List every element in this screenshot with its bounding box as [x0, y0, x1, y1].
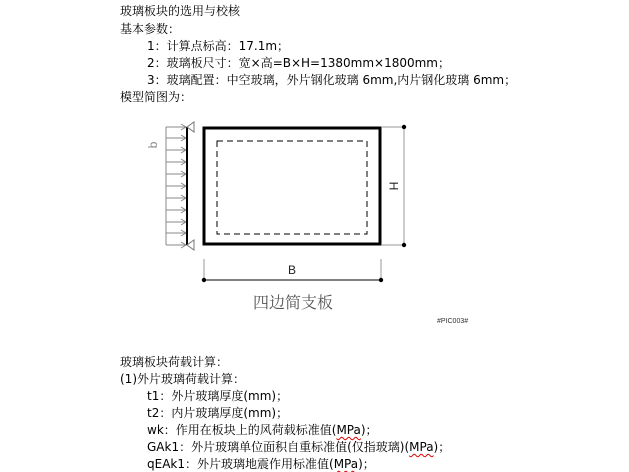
load-label: q — [147, 141, 162, 149]
spellcheck-mark: MPa — [333, 457, 359, 471]
plate-outline — [204, 128, 380, 244]
width-label: B — [288, 263, 297, 277]
param-glass-config: 3：玻璃配置：中空玻璃，外片钢化玻璃 6mm,内片钢化玻璃 6mm； — [147, 73, 517, 87]
param-panel-size: 2：玻璃板尺寸：宽×高=B×H=1380mm×1800mm； — [147, 56, 451, 70]
support-top-icon — [187, 122, 194, 132]
load-arrows — [166, 124, 186, 248]
plate-inner-dashed — [217, 141, 367, 234]
spellcheck-mark: MPa — [336, 423, 361, 437]
param-elevation: 1：计算点标高：17.1m； — [147, 39, 290, 53]
basic-params-heading: 基本参数： — [120, 22, 181, 36]
definition-t1: t1：外片玻璃厚度(mm)； — [147, 389, 289, 403]
definition-wk: wk：作用在板块上的风荷载标准值(MPa)； — [147, 423, 378, 437]
definition-gak1: GAk1：外片玻璃单位面积自重标准值(仅指玻璃)(MPa)； — [147, 440, 451, 454]
spellcheck-mark: MPa — [409, 440, 434, 454]
model-heading: 模型简图为： — [120, 90, 193, 104]
definition-t2: t2：内片玻璃厚度(mm)； — [147, 406, 289, 420]
definition-qeak1: qEAk1：外片玻璃地震作用标准值(MPa)； — [147, 457, 375, 471]
outer-glass-heading: (1)外片玻璃荷载计算： — [120, 372, 245, 386]
support-bottom-icon — [187, 240, 194, 250]
document-title: 玻璃板块的选用与校核 — [120, 4, 241, 18]
figure-tag: #PIC003# — [437, 318, 469, 325]
height-label: H — [386, 181, 401, 191]
figure-caption: 四边简支板 — [253, 293, 334, 312]
load-calc-heading: 玻璃板块荷载计算： — [120, 355, 229, 369]
